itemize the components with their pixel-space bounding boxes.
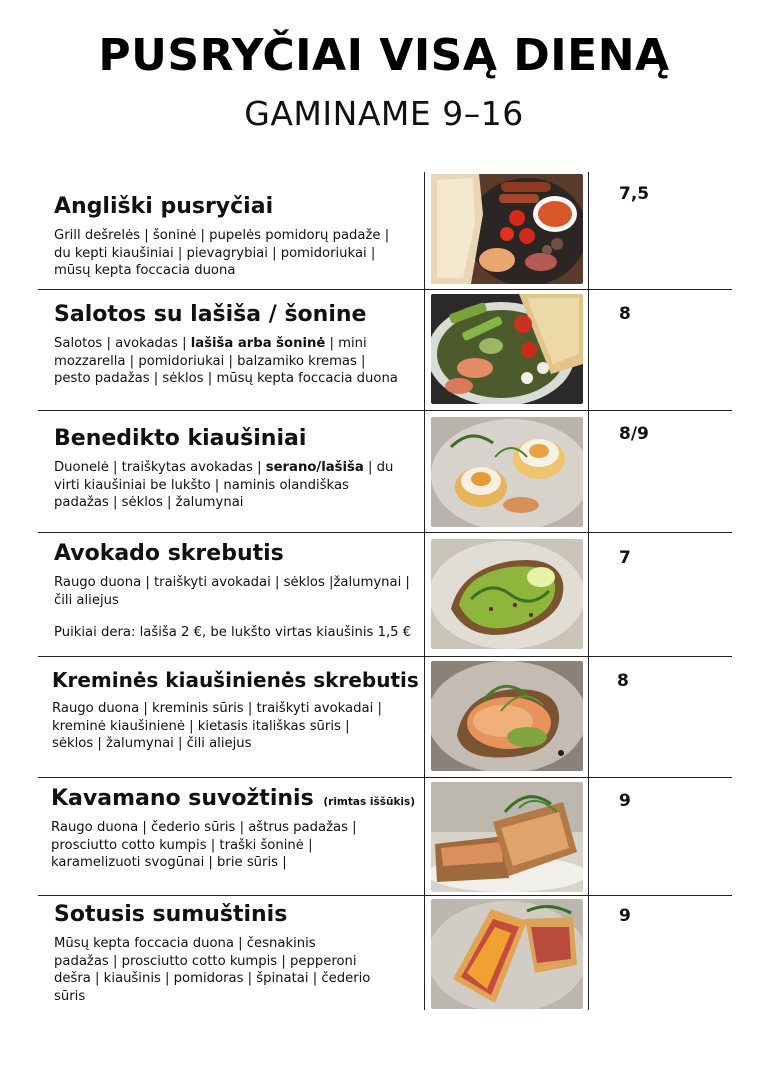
avocado-toast-photo [431,539,583,649]
item-name: Avokado skrebutis [54,541,284,566]
grilled-sandwich-photo [431,782,583,892]
column-divider-right [588,172,589,1010]
item-description: Salotos | avokadas | lašiša arba šoninė | mini mozzarella | pomidoriukai | balzamiko kremas | pesto padažas | sėklos | mūsų kepta foccacia duona [54,336,398,386]
menu-item [54,541,424,641]
item-price: 7,5 [619,184,650,204]
item-description: Duonelė | traiškytas avokadas | serano/lašiša | du virti kiaušiniai be lukšto | naminis olandiškas padažas | sėklos | žalumynai [54,460,394,510]
item-name: Kreminės kiaušinienės skrebutis [52,668,419,692]
scrambled-toast-photo [431,661,583,771]
hearty-sandwich-photo [431,899,583,1009]
row-divider [38,895,732,896]
english-breakfast-photo [431,174,583,284]
item-description: Mūsų kepta foccacia duona | česnakinis padažas | prosciutto cotto kumpis | pepperoni dešra | kiaušinis | pomidoras | špinatai | čederio sūris [54,936,371,1004]
item-price: 9 [619,791,631,811]
item-price: 8/9 [619,424,649,444]
row-divider [38,289,732,290]
row-divider [38,777,732,778]
menu-title: PUSRYČIAI VISĄ DIENĄ [98,30,670,81]
item-description: Raugo duona | čederio sūris | aštrus padažas | prosciutto cotto kumpis | traški šoninė | karamelizuoti svogūnai | brie sūris | [51,820,357,870]
menu-item [51,786,421,872]
column-divider-left [424,172,425,1010]
row-divider [38,410,732,411]
item-pairing-note: Puikiai dera: lašiša 2 €, be lukšto virtas kiaušinis 1,5 € [54,625,412,640]
item-description: Raugo duona | traiškyti avokadai | sėklos |žalumynai | čili aliejus [54,575,410,608]
eggs-benedict-photo [431,417,583,527]
item-name: Sotusis sumuštinis [54,902,288,927]
item-description: Grill dešrelės | šoninė | pupelės pomidorų padaže | du kepti kiaušiniai | pievagrybiai | pomidoriukai | mūsų kepta foccacia duona [54,228,390,278]
row-divider [38,532,732,533]
item-name: Benedikto kiaušiniai [54,426,307,451]
menu-item [54,426,406,512]
menu-item [54,902,394,1005]
item-price: 7 [619,548,631,568]
row-divider [38,656,732,657]
item-name: Angliški pusryčiai [54,194,274,219]
item-price: 8 [617,671,629,691]
salad-photo [431,294,583,404]
item-name: Salotos su lašiša / šonine [54,302,367,327]
menu-item [54,302,406,388]
menu-item [52,668,419,753]
item-price: 8 [619,304,631,324]
item-description: Raugo duona | kreminis sūris | traiškyti avokadai | kreminė kiaušinienė | kietasis itališkas sūris | sėklos | žalumynai | čili aliejus [52,701,382,751]
item-price: 9 [619,906,631,926]
menu-subtitle: GAMINAME 9–16 [244,94,524,133]
item-name-note: (rimtas iššūkis) [323,796,416,808]
menu-item [54,194,399,280]
item-name: Kavamano suvožtinis (rimtas iššūkis) [51,786,416,811]
